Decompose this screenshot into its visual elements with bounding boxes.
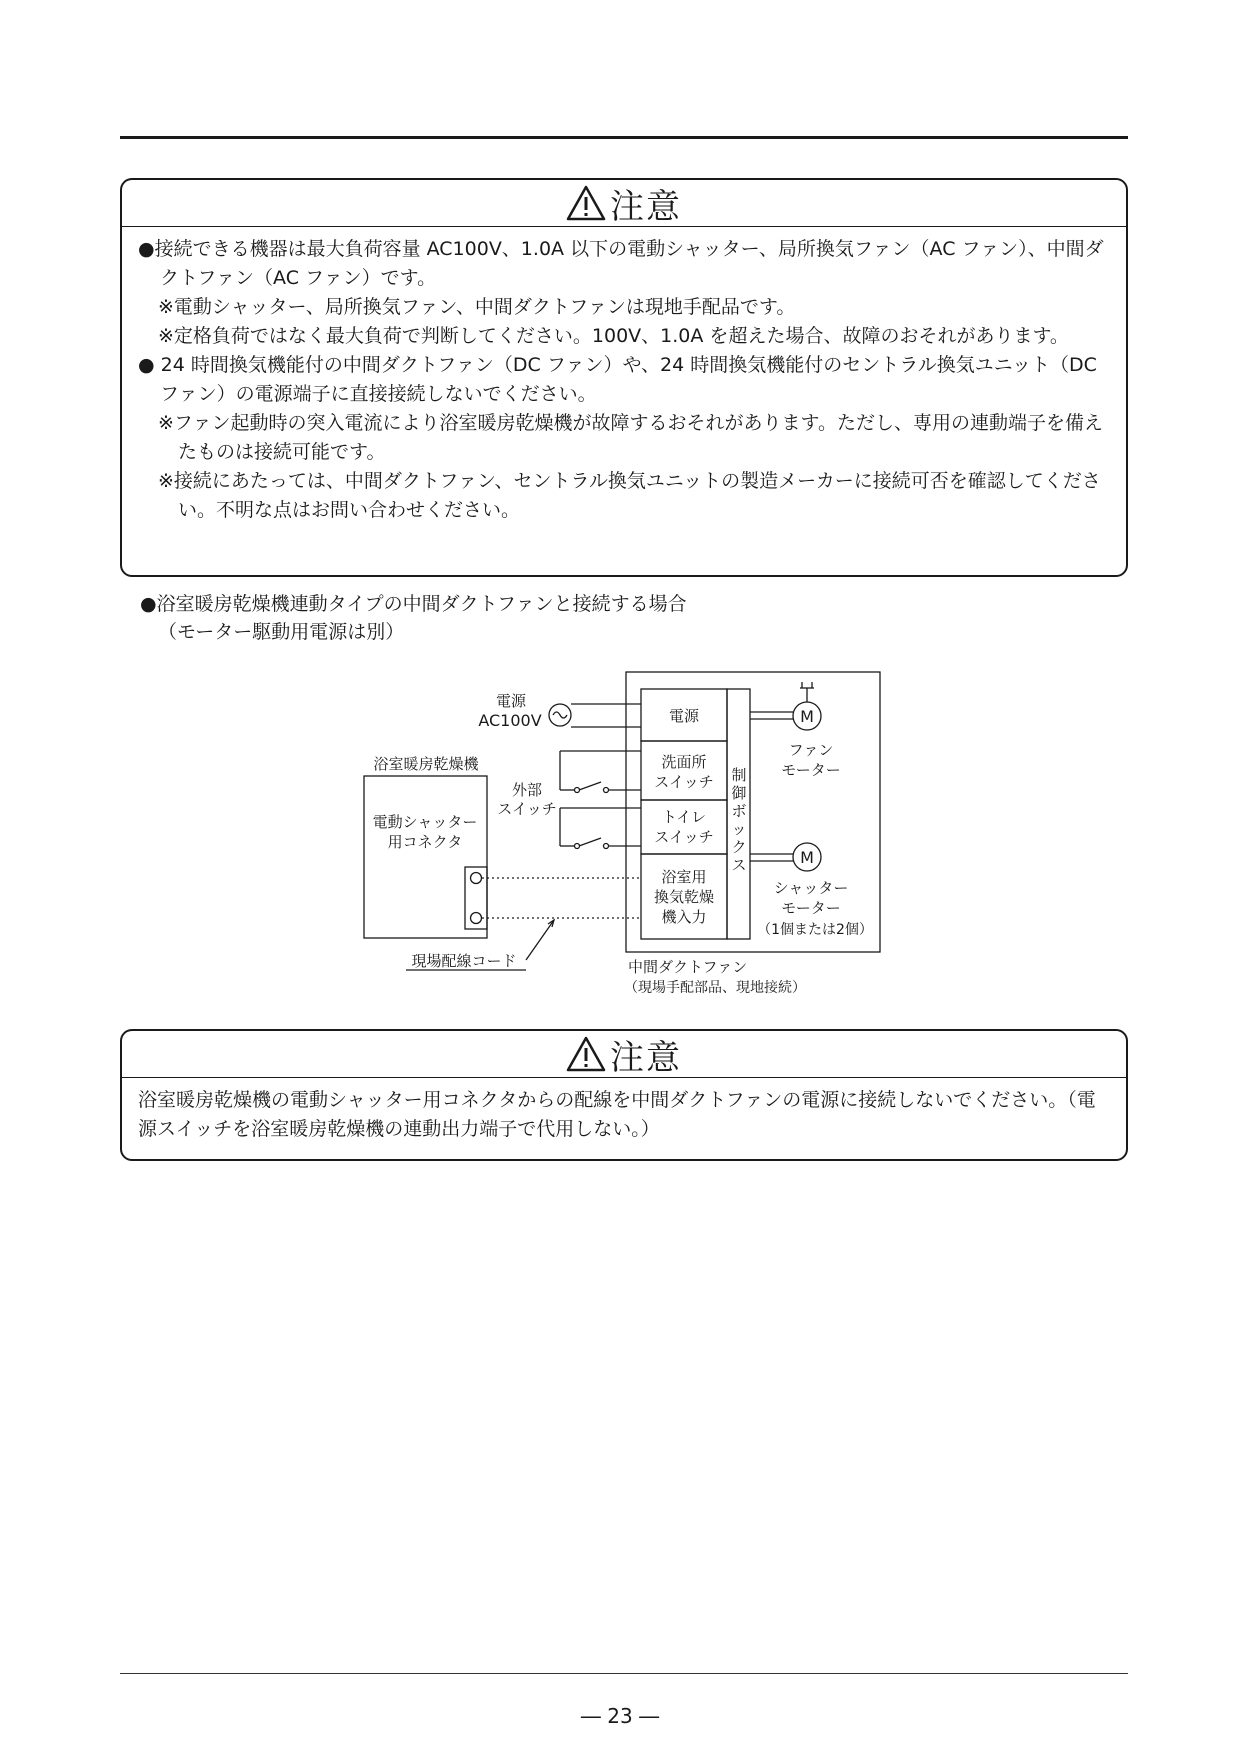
dryer-label: 浴室暖房乾燥機 [373,755,479,773]
cell-toilet-box [641,800,727,854]
duct-fan-label-2: （現場手配部品、現地接続） [624,980,806,996]
caution-note: ※電動シャッター、局所換気ファン、中間ダクトファンは現地手配品です。 [158,296,796,318]
caution-item: ●接続できる機器は最大負荷容量 AC100V、1.0A 以下の電動シャッター、局所換気ファン（AC ファン）、中間ダクトファン（AC ファン）です。 [138,238,1104,289]
caution-box-2 [120,1029,1128,1161]
control-box-char: 御 [731,784,747,802]
ac-source-icon [549,704,571,726]
duct-fan-label-1: 中間ダクトファン [628,958,748,976]
page-number: ― 23 ― [580,1704,660,1728]
cell-bath-label-1: 浴室用 [661,868,707,886]
control-box-char: 制 [731,766,747,784]
power-label: 電源 [495,692,527,710]
cell-bath-label-3: 機入力 [661,908,707,926]
caution-box-1 [120,178,1128,577]
external-switch-label-1: 外部 [511,781,543,799]
shutter-motor-symbol: M [800,848,814,867]
shutter-motor-label-1: シャッター [773,879,849,897]
fan-motor-label-2: モーター [781,761,841,779]
duct-fan-box [626,672,880,952]
caution-text: 浴室暖房乾燥機の電動シャッター用コネクタからの配線を中間ダクトファンの電源に接続しないでください。（電源スイッチを浴室暖房乾燥機の連動出力端子で代用しない。） [138,1089,1096,1140]
connector-label-1: 電動シャッター [372,813,478,831]
shutter-motor-icon [793,843,821,871]
cell-power-box [641,689,727,741]
cell-washroom-box [641,741,727,800]
top-rule [120,136,1128,139]
external-switch-label-2: スイッチ [497,800,557,818]
field-cord-label: 現場配線コード [411,952,517,970]
section-subtitle: （モーター駆動用電源は別） [158,621,405,643]
caution-body [122,1078,1126,1154]
control-box-char: ク [731,838,747,856]
caution-item: ● 24 時間換気機能付の中間ダクトファン（DC ファン）や、24 時間換気機能付のセントラル換気ユニット（DC ファン）の電源端子に直接接続しないでください。 [138,354,1097,405]
connector-pin-icon [471,873,482,884]
bottom-rule [120,1673,1128,1674]
cell-toilet-label-1: トイレ [661,808,707,826]
caution-header [122,180,1126,227]
dryer-box [364,776,487,938]
warning-triangle-icon [566,185,606,221]
caution-note: ※ファン起動時の突入電流により浴室暖房乾燥機が故障するおそれがあります。ただし、専用の連動端子を備えたものは接続可能です。 [158,412,1104,463]
caution-title: 注意 [610,1037,682,1078]
cell-power-label: 電源 [668,707,700,725]
warning-triangle-icon [566,1036,606,1072]
shutter-motor-label-2: モーター [781,899,841,917]
control-box-char: ス [731,856,747,874]
caution-title: 注意 [610,186,682,227]
shutter-motor-label-3: （1個または2個） [757,922,873,938]
caution-note: ※定格負荷ではなく最大負荷で判断してください。100V、1.0A を超えた場合、故障のおそれがあります。 [158,325,1069,347]
fan-motor-symbol: M [800,707,814,726]
control-box-frame [727,689,750,939]
connector-pin-icon [471,913,482,924]
power-voltage: AC100V [478,711,542,730]
caution-body [122,227,1126,535]
cell-bath-label-2: 換気乾燥 [653,888,715,906]
caution-header [122,1031,1126,1078]
fan-motor-label-1: ファン [788,741,834,759]
cell-bath-box [641,854,727,939]
connector-label-2: 用コネクタ [387,833,463,851]
control-box-char: ボ [731,802,747,820]
cell-toilet-label-2: スイッチ [654,828,714,846]
caution-note: ※接続にあたっては、中間ダクトファン、セントラル換気ユニットの製造メーカーに接続可否を確認してください。不明な点はお問い合わせください。 [158,470,1101,521]
section-heading [140,590,687,646]
cell-washroom-label-1: 洗面所 [661,753,707,771]
fan-motor-icon [793,702,821,730]
cell-washroom-label-2: スイッチ [654,773,714,791]
control-box-char: ッ [731,820,747,838]
section-title: ●浴室暖房乾燥機連動タイプの中間ダクトファンと接続する場合 [140,593,687,615]
connector-frame [465,867,487,929]
